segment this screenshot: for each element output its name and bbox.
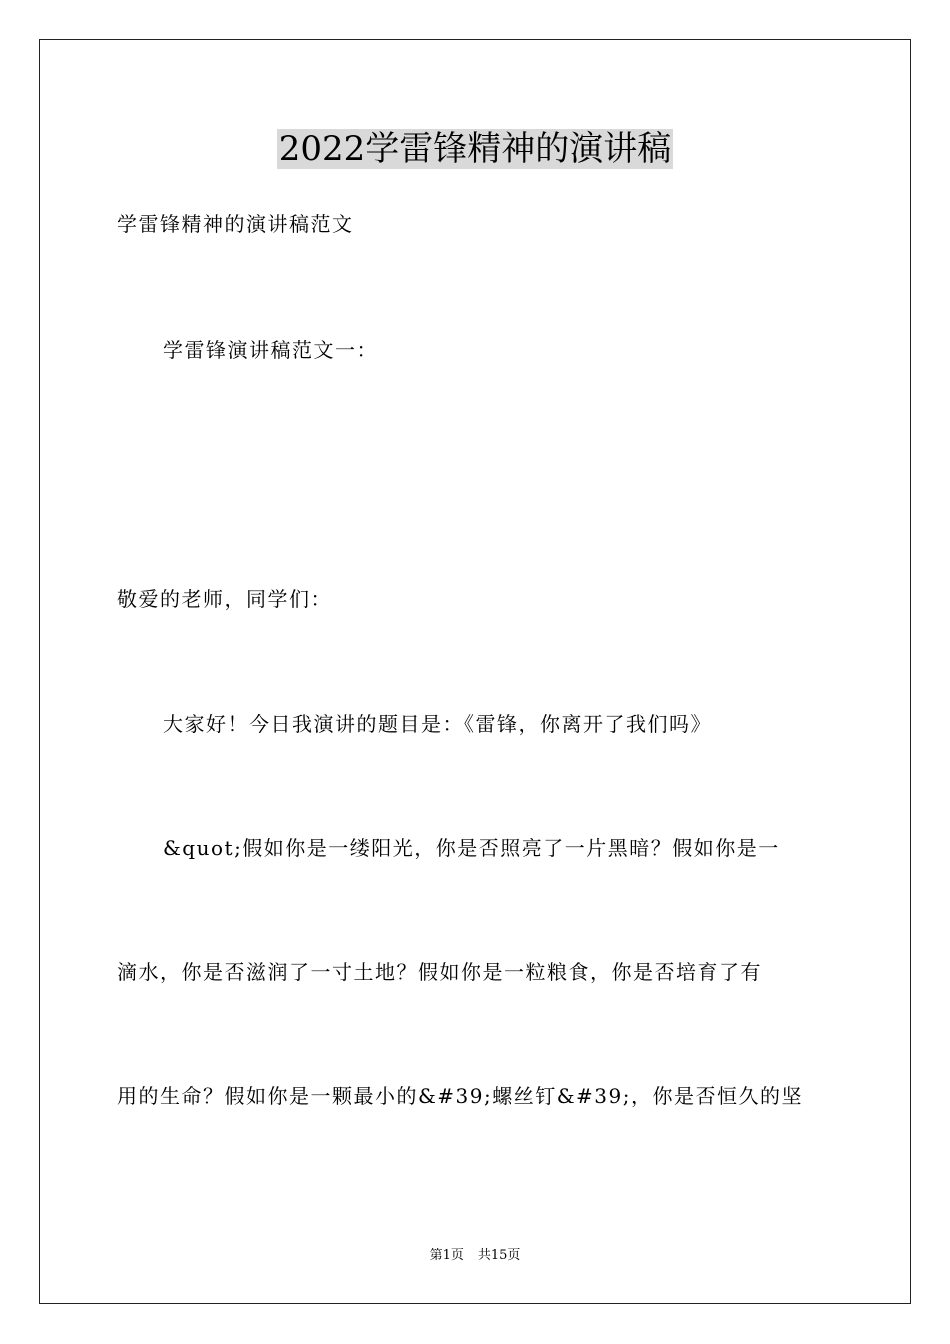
paragraph-body-line-1: &quot;假如你是一缕阳光，你是否照亮了一片黑暗？假如你是一 — [163, 836, 780, 860]
paragraph-subtitle: 学雷锋精神的演讲稿范文 — [117, 212, 354, 236]
page-number-current: 第1页 — [429, 1248, 464, 1263]
document-title — [0, 126, 950, 172]
paragraph-greeting: 大家好！今日我演讲的题目是：《雷锋，你离开了我们吗》 — [163, 712, 712, 736]
paragraph-salutation: 敬爱的老师，同学们： — [117, 587, 332, 611]
page-number-total: 共15页 — [477, 1248, 521, 1263]
paragraph-section-heading: 学雷锋演讲稿范文一： — [163, 338, 378, 362]
paragraph-body-line-2: 滴水，你是否滋润了一寸土地？假如你是一粒粮食，你是否培育了有 — [117, 960, 762, 984]
paragraph-body-line-3: 用的生命？假如你是一颗最小的&#39;螺丝钉&#39;，你是否恒久的坚 — [117, 1084, 803, 1108]
document-title-text: 2022学雷锋精神的演讲稿 — [278, 129, 672, 169]
page-footer — [0, 1247, 950, 1265]
